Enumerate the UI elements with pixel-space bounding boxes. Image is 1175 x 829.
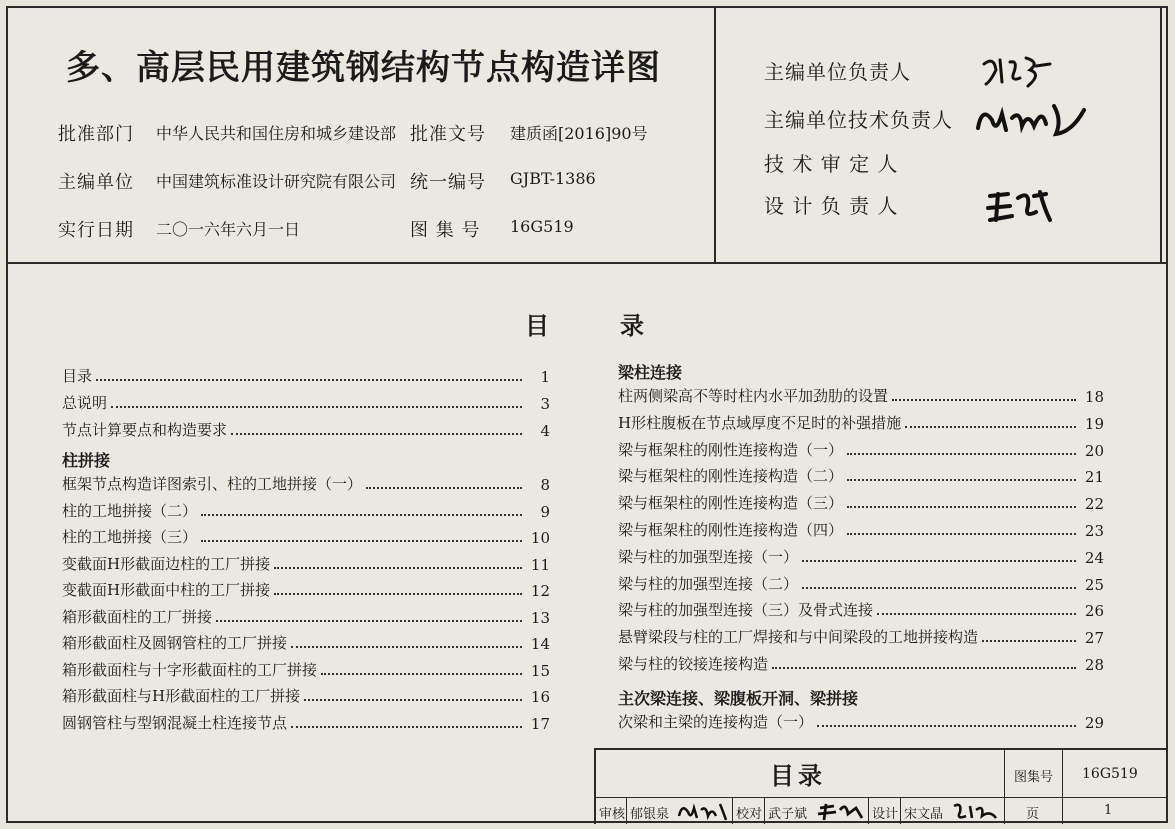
toc-entry-title: 变截面H形截面中柱的工厂拼接 (62, 581, 271, 599)
signature-2 (972, 100, 1092, 142)
section-column-splice: 柱拼接 (62, 451, 111, 470)
toc-leader-dots (216, 620, 522, 622)
page-title: 多、高层民用建筑钢结构节点构造详图 (66, 48, 661, 88)
toc-entry-page: 12 (530, 582, 550, 600)
effective-date: 二〇一六年六月一日 (156, 220, 301, 239)
toc-entry[interactable] (62, 418, 550, 440)
toc-entry[interactable] (618, 598, 1104, 620)
toc-entry-page: 14 (530, 635, 550, 653)
toc-entry-title: 箱形截面柱的工厂拼接 (62, 607, 213, 626)
titleblock-atlas-label: 图集号 (1014, 770, 1054, 785)
toc-entry[interactable] (62, 658, 550, 680)
atlas-no: 16G519 (510, 217, 574, 236)
tb-sep (626, 797, 627, 824)
approval-dept: 中华人民共和国住房和城乡建设部 (156, 124, 397, 143)
design-label: 设计 (872, 807, 899, 822)
toc-leader-dots (291, 726, 522, 728)
toc-leader-dots (847, 453, 1076, 455)
toc-entry-title: 柱的工地拼接（三） (62, 528, 198, 546)
signature-1 (980, 52, 1060, 92)
toc-entry-page: 13 (530, 608, 550, 627)
toc-entry[interactable] (618, 572, 1104, 594)
toc-leader-dots (817, 725, 1076, 727)
toc-entry-page: 8 (540, 476, 550, 494)
toc-entry-title: H形柱腹板在节点域厚度不足时的补强措施 (618, 413, 902, 432)
toc-entry-page: 1 (540, 368, 550, 386)
titleblock-left (594, 748, 596, 824)
titleblock-mid (594, 797, 1168, 798)
toc-entry-title: 悬臂梁段与柱的工厂焊接和与中间梁段的工地拼接构造 (618, 628, 979, 647)
toc-entry-page: 21 (1084, 468, 1104, 487)
toc-entry-title: 目录 (62, 367, 93, 385)
toc-entry-page: 29 (1084, 714, 1104, 732)
tb-sep (900, 797, 901, 824)
review-label: 审核 (599, 807, 626, 822)
toc-entry[interactable] (62, 552, 550, 574)
toc-leader-dots (321, 673, 522, 675)
toc-entry[interactable] (62, 472, 550, 494)
toc-entry-title: 梁与框架柱的刚性连接构造（一） (618, 440, 844, 459)
editor-unit: 中国建筑标准设计研究院有限公司 (156, 172, 397, 191)
toc-entry-page: 3 (540, 395, 550, 413)
toc-entry-title: 梁与框架柱的刚性连接构造（二） (618, 467, 844, 486)
toc-entry[interactable] (618, 491, 1104, 513)
toc-leader-dots (201, 514, 522, 516)
tb-sep (764, 797, 765, 824)
toc-leader-dots (274, 567, 522, 569)
toc-entry[interactable] (62, 391, 550, 413)
toc-leader-dots (772, 667, 1076, 669)
toc-entry-page: 26 (1084, 602, 1104, 621)
effective-date-label: 实行日期 (58, 220, 134, 241)
toc-leader-dots (847, 479, 1076, 481)
toc-heading-right: 录 (620, 312, 644, 340)
designer-signature (950, 800, 1000, 822)
toc-entry-title: 次梁和主梁的连接构造（一） (618, 713, 814, 731)
titleblock-atlas-no: 16G519 (1082, 766, 1138, 782)
header-divider-vertical (714, 6, 716, 263)
titleblock-div1 (1004, 748, 1005, 824)
toc-entry-title: 节点计算要点和构造要求 (62, 421, 228, 439)
tb-sep (732, 797, 733, 824)
toc-entry[interactable] (62, 364, 550, 386)
toc-entry-title: 箱形截面柱与H形截面柱的工厂拼接 (62, 687, 301, 705)
unified-no-label: 统一编号 (410, 172, 486, 193)
toc-entry[interactable] (62, 499, 550, 521)
toc-entry[interactable] (618, 464, 1104, 486)
toc-entry-page: 15 (530, 661, 550, 680)
toc-entry-title: 总说明 (62, 394, 108, 412)
toc-entry[interactable] (618, 384, 1104, 406)
toc-leader-dots (847, 533, 1076, 535)
toc-entry-page: 19 (1084, 414, 1104, 433)
titleblock-top (594, 748, 1168, 750)
checker-name: 武子斌 (768, 807, 808, 822)
responsible-designer: 设 计 负 责 人 (764, 194, 899, 218)
reviewer-name: 郁银泉 (630, 807, 670, 822)
toc-leader-dots (877, 613, 1076, 615)
atlas-no-label: 图 集 号 (410, 220, 481, 241)
toc-entry-title: 框架节点构造详图索引、柱的工地拼接（一） (62, 475, 363, 493)
toc-entry-page: 9 (540, 502, 550, 521)
toc-entry[interactable] (618, 625, 1104, 647)
toc-entry[interactable] (618, 438, 1104, 460)
toc-entry[interactable] (618, 518, 1104, 540)
toc-entry-page: 10 (530, 529, 550, 547)
toc-entry-title: 变截面H形截面边柱的工厂拼接 (62, 554, 271, 573)
toc-leader-dots (847, 506, 1076, 508)
toc-entry-title: 梁与柱的铰接连接构造 (618, 655, 769, 673)
check-label: 校对 (736, 807, 763, 822)
toc-leader-dots (231, 433, 522, 435)
responsible-tech: 主编单位技术负责人 (764, 108, 953, 132)
titleblock-div2 (1062, 748, 1063, 824)
toc-entry-page: 18 (1084, 388, 1104, 406)
toc-entry-page: 22 (1084, 495, 1104, 514)
designer-name: 宋文晶 (904, 807, 944, 822)
toc-entry[interactable] (618, 411, 1104, 433)
toc-entry-page: 16 (530, 688, 550, 706)
toc-leader-dots (802, 587, 1076, 589)
toc-entry-title: 梁与框架柱的刚性连接构造（三） (618, 494, 844, 513)
section-secondary-beam: 主次梁连接、梁腹板开洞、梁拼接 (618, 689, 859, 708)
toc-entry-title: 箱形截面柱与十字形截面柱的工厂拼接 (62, 660, 318, 679)
toc-entry[interactable] (618, 652, 1104, 674)
toc-entry-title: 梁与框架柱的刚性连接构造（四） (618, 521, 844, 539)
toc-entry-page: 24 (1084, 548, 1104, 567)
approval-doc-label: 批准文号 (410, 124, 486, 145)
responsible-reviewer: 技 术 审 定 人 (764, 152, 899, 176)
toc-entry-title: 柱两侧梁高不等时柱内水平加劲肋的设置 (618, 387, 889, 405)
toc-entry-page: 25 (1084, 575, 1104, 594)
toc-leader-dots (366, 487, 522, 489)
toc-entry[interactable] (618, 545, 1104, 567)
toc-leader-dots (982, 640, 1076, 642)
toc-entry[interactable] (62, 525, 550, 547)
titleblock-title: 目录 (770, 762, 826, 790)
toc-entry-title: 梁与柱的加强型连接（三）及骨式连接 (618, 601, 874, 620)
toc-entry-page: 27 (1084, 629, 1104, 648)
section-beam-column: 梁柱连接 (618, 363, 683, 382)
toc-leader-dots (201, 540, 522, 542)
toc-entry-page: 23 (1084, 522, 1104, 540)
page-number: 1 (1104, 803, 1113, 818)
toc-heading-left: 目 (525, 312, 549, 340)
toc-leader-dots (96, 379, 522, 381)
toc-entry-page: 20 (1084, 441, 1104, 460)
toc-leader-dots (892, 399, 1076, 401)
toc-entry-title: 圆钢管柱与型钢混凝土柱连接节点 (62, 713, 288, 732)
header-divider-horizontal (6, 262, 1168, 264)
editor-unit-label: 主编单位 (58, 172, 134, 193)
toc-entry-page: 4 (540, 422, 550, 440)
tb-sep (868, 797, 869, 824)
approval-dept-label: 批准部门 (58, 124, 134, 145)
toc-entry-title: 箱形截面柱及圆钢管柱的工厂拼接 (62, 634, 288, 652)
toc-entry[interactable] (62, 578, 550, 600)
right-panel-border (1160, 6, 1162, 263)
approval-doc: 建质函[2016]90号 (510, 124, 648, 143)
toc-leader-dots (802, 560, 1076, 562)
toc-leader-dots (274, 593, 522, 595)
checker-signature (816, 800, 866, 822)
page-label: 页 (1026, 807, 1040, 822)
toc-entry[interactable] (62, 605, 550, 627)
unified-no: GJBT-1386 (510, 169, 596, 188)
toc-entry-page: 17 (530, 714, 550, 733)
toc-entry[interactable] (62, 631, 550, 653)
toc-entry[interactable] (62, 711, 550, 733)
signature-3 (986, 186, 1056, 226)
toc-entry-title: 梁与柱的加强型连接（一） (618, 547, 799, 566)
toc-leader-dots (304, 699, 522, 701)
reviewer-signature (676, 800, 728, 822)
toc-leader-dots (111, 406, 522, 408)
toc-leader-dots (291, 646, 522, 648)
toc-entry[interactable] (62, 684, 550, 706)
toc-entry-title: 梁与柱的加强型连接（二） (618, 574, 799, 593)
responsible-editor-unit: 主编单位负责人 (764, 60, 911, 84)
toc-entry[interactable] (618, 710, 1104, 732)
toc-leader-dots (905, 426, 1076, 428)
toc-entry-title: 柱的工地拼接（二） (62, 501, 198, 520)
toc-entry-page: 11 (530, 555, 550, 574)
toc-entry-page: 28 (1084, 656, 1104, 674)
